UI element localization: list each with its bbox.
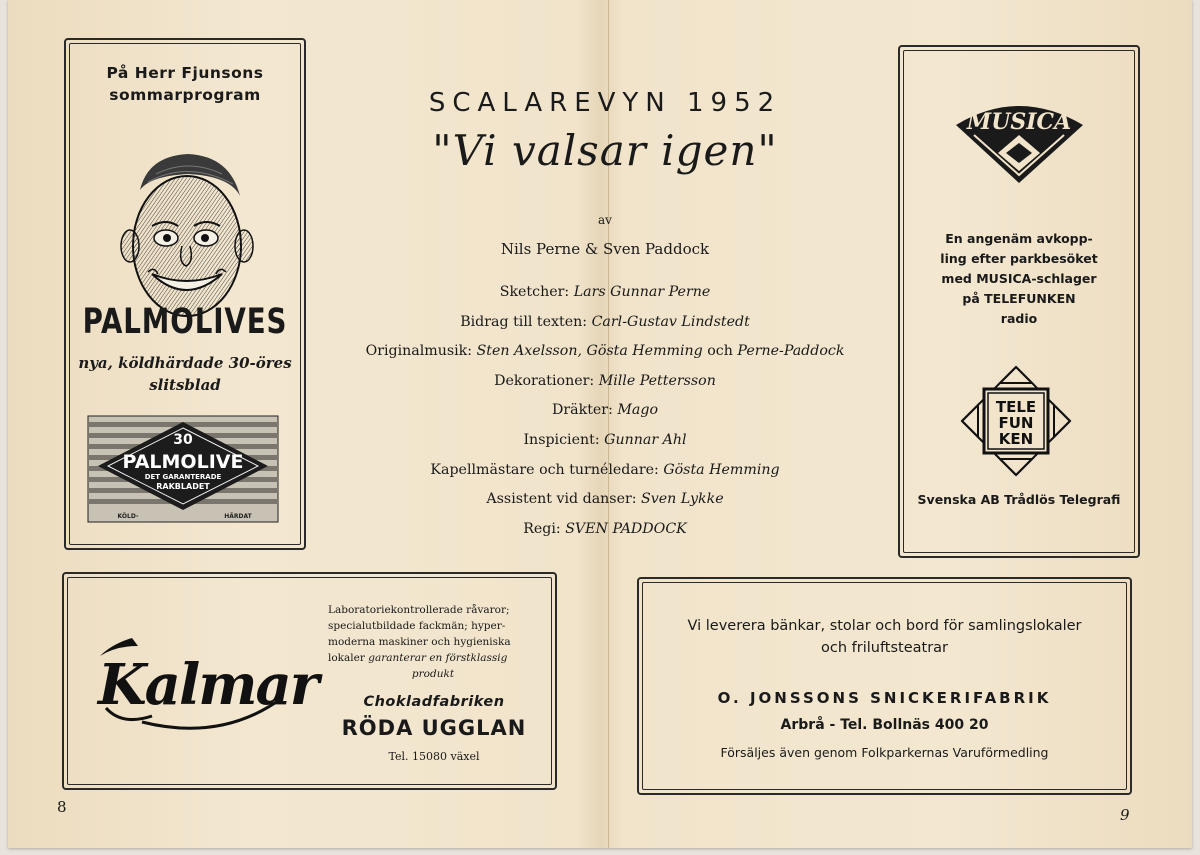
kalmar-logo-text: Kalmar (98, 652, 318, 718)
palmolive-brand: PALMOLIVES (82, 302, 288, 342)
program-authors: Nils Perne & Sven Paddock (500, 240, 710, 258)
credit-name: Mille Pettersson (598, 372, 716, 389)
blade-price: 30 (173, 432, 193, 448)
kalmar-logo (92, 630, 318, 734)
kalmar-text-plain: lokaler (328, 652, 365, 664)
blade-tag-line2: RAKBLADET (156, 482, 210, 491)
musica-text-line: radio (1000, 311, 1038, 326)
credit-joiner: och (707, 343, 733, 360)
credit-name: Carl-Gustav Lindstedt (591, 313, 750, 330)
credits-list (340, 278, 870, 544)
credit-row (340, 396, 870, 426)
musica-text-line: på TELEFUNKEN (962, 291, 1076, 306)
musica-text-line: ling efter parkbesöket (940, 251, 1098, 266)
musica-telefunken-ad (898, 45, 1140, 558)
credit-row (340, 278, 870, 308)
credit-role: Assistent vid danser: (486, 491, 637, 508)
credit-role: Dräkter: (552, 402, 613, 419)
credit-name: Sven Lykke (641, 491, 724, 508)
page-number-left: 8 (57, 798, 67, 816)
credit-role: Sketcher: (499, 284, 570, 300)
musica-logo (952, 95, 1087, 185)
musica-logo-text: MUSICA (966, 109, 1072, 135)
herr-fjunson-face-illustration (118, 150, 256, 330)
credit-row (340, 456, 870, 486)
credit-row (340, 426, 870, 456)
palmolive-ad (64, 38, 306, 550)
jonsson-text-line1: Vi leverera bänkar, stolar och bord för samlingslokaler (687, 618, 1082, 634)
blade-brand: PALMOLIVE (122, 451, 244, 473)
jonsson-text-line2: och friluftsteatrar (820, 640, 949, 656)
palmolive-sub-line2: slitsblad (149, 376, 221, 394)
musica-text (900, 229, 1138, 329)
credit-role: Dekorationer: (494, 372, 595, 389)
credit-name: Gösta Hemming (663, 461, 780, 478)
credit-name: Sten Axelsson, Gösta Hemming (476, 343, 703, 360)
credit-role: Bidrag till texten: (460, 313, 588, 330)
credit-role: Regi: (523, 520, 561, 537)
palmolive-heading-line1: På Herr Fjunsons (106, 64, 264, 82)
telefunken-logo (960, 365, 1072, 477)
palmolive-heading (66, 62, 304, 106)
telefunken-company: Svenska AB Trådlös Telegrafi (917, 492, 1121, 507)
jonsson-sales: Försäljes även genom Folkparkernas Varuförmedling (720, 745, 1049, 760)
razor-blade-package (88, 416, 278, 522)
page-number-right: 9 (1120, 806, 1130, 824)
telefunken-line1: TELE (995, 398, 1037, 416)
program-title: SCALAREVYN 1952 (428, 88, 782, 118)
kalmar-brand: RÖDA UGGLAN (341, 716, 527, 740)
blade-tag-line1: DET GARANTERADE (144, 473, 222, 481)
telefunken-line3: KEN (998, 430, 1034, 448)
jonsson-ad (637, 577, 1132, 795)
jonsson-company: O. JONSSONS SNICKERIFABRIK (717, 689, 1052, 707)
palmolive-heading-line2: sommarprogram (109, 86, 261, 104)
program-subtitle: "Vi valsar igen" (432, 126, 778, 175)
kalmar-text-line (328, 650, 538, 666)
credit-name-2: Perne-Paddock (737, 343, 845, 360)
kalmar-text-italic: garanterar en förstklassig (368, 652, 508, 664)
palmolive-subline (66, 352, 304, 396)
credit-row (340, 337, 870, 367)
credit-row (340, 485, 870, 515)
kalmar-text-line: Laboratoriekontrollerade råvaror; (328, 604, 510, 616)
credit-row (340, 515, 870, 545)
kalmar-company: Chokladfabriken (363, 694, 505, 710)
credit-name: Lars Gunnar Perne (573, 284, 711, 300)
blade-footer-left: KÖLD- (117, 513, 139, 520)
credit-name: SVEN PADDOCK (565, 520, 687, 537)
kalmar-text-line: moderna maskiner och hygieniska (328, 636, 511, 648)
blade-footer-right: HÄRDAT (224, 513, 252, 520)
credit-name: Mago (617, 402, 658, 419)
musica-text-line: En angenäm avkopp- (945, 231, 1093, 246)
credit-role: Inspicient: (523, 431, 600, 448)
jonsson-text (639, 615, 1130, 659)
kalmar-ad (62, 572, 557, 790)
palmolive-sub-line1: nya, köldhärdade 30-öres (78, 354, 292, 372)
kalmar-text-end: produkt (411, 668, 455, 680)
credit-role: Originalmusik: (365, 343, 473, 360)
jonsson-address: Arbrå - Tel. Bollnäs 400 20 (780, 717, 989, 733)
kalmar-text-line: specialutbildade fackmän; hyper- (328, 620, 506, 632)
musica-text-line: med MUSICA-schlager (941, 271, 1097, 286)
program-by: av (598, 213, 612, 227)
credit-name: Gunnar Ahl (604, 431, 687, 448)
credit-role: Kapellmästare och turnéledare: (430, 461, 659, 478)
kalmar-text (328, 602, 538, 682)
credit-row (340, 308, 870, 338)
telefunken-line2: FUN (998, 414, 1034, 432)
kalmar-tel: Tel. 15080 växel (388, 750, 480, 763)
credit-row (340, 367, 870, 397)
